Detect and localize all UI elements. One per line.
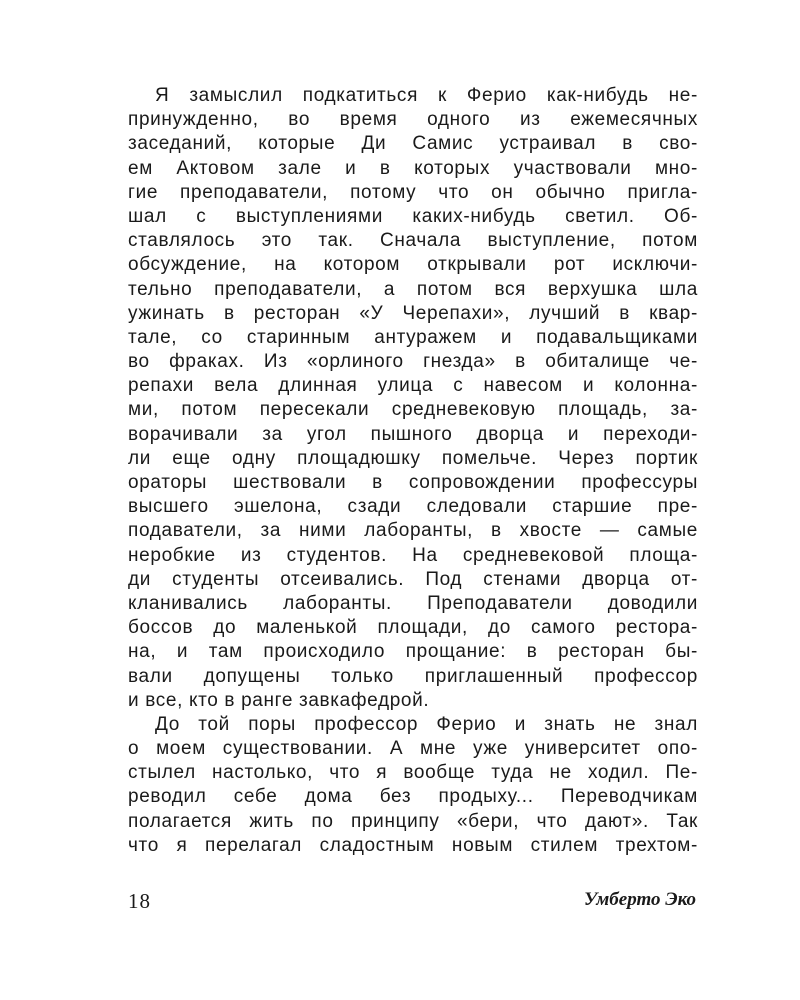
body-text — [128, 84, 698, 858]
text-line: во фраках. Из «орлиного гнезда» в обиталище че- — [128, 351, 698, 373]
text-line: высшего эшелона, сзади следовали старшие пре- — [128, 496, 698, 518]
text-line: на, и там происходило прощание: в ресторан бы- — [128, 641, 698, 663]
text-line: вали допущены только приглашенный профессор — [128, 665, 698, 687]
text-line: гие преподаватели, потому что он обычно пригла- — [128, 181, 698, 203]
page-number: 18 — [128, 889, 151, 913]
text-line: принужденно, во время одного из ежемесячных — [128, 109, 698, 131]
text-line: неробкие из студентов. На средневековой площа- — [128, 544, 698, 566]
text-line: ем Актовом зале и в которых участвовали мно- — [128, 157, 698, 179]
text-line: ли еще одну площадюшку помельче. Через портик — [128, 447, 698, 469]
text-line: ужинать в ресторан «У Черепахи», лучший в квар- — [128, 302, 698, 324]
text-line: репахи вела длинная улица с навесом и колонна- — [128, 375, 698, 397]
text-line: ворачивали за угол пышного дворца и переходи- — [128, 423, 698, 445]
text-line: стылел настолько, что я вообще туда не ходил. Пе- — [128, 762, 698, 784]
text-line: тале, со старинным антуражем и подавальщиками — [128, 326, 698, 348]
text-line: кланивались лаборанты. Преподаватели доводили — [128, 592, 698, 614]
text-line: Я замыслил подкатиться к Ферио как-нибудь не- — [155, 85, 698, 106]
text-line: шал с выступлениями каких-нибудь светил. Об- — [128, 205, 698, 227]
text-line: ди студенты отсеивались. Под стенами дворца от- — [128, 568, 698, 590]
text-line: полагается жить по принципу «бери, что дают». Так — [128, 810, 698, 832]
text-line: о моем существовании. А мне уже университет опо- — [128, 738, 698, 760]
text-line: обсуждение, на котором открывали рот исключи- — [128, 254, 698, 276]
text-line: заседаний, которые Ди Самис устраивал в сво- — [128, 133, 698, 155]
text-line: боссов до маленькой площади, до самого рестора- — [128, 617, 698, 639]
running-footer-author: Умберто Эко — [583, 889, 696, 910]
text-line: ми, потом пересекали средневековую площадь, за- — [128, 399, 698, 421]
text-line: тельно преподаватели, а потом вся верхушка шла — [128, 278, 698, 300]
text-line: ораторы шествовали в сопровождении профессуры — [128, 472, 698, 493]
text-line: ставлялось это так. Сначала выступление, потом — [128, 230, 698, 252]
text-line: До той поры профессор Ферио и знать не знал — [155, 713, 698, 735]
text-line: реводил себе дома без продыху... Переводчикам — [128, 786, 698, 808]
text-line: что я перелагал сладостным новым стилем трехтом- — [128, 834, 698, 856]
text-line: и все, кто в ранге завкафедрой. — [128, 689, 430, 711]
text-line: подаватели, за ними лаборанты, в хвосте — самые — [128, 520, 698, 542]
